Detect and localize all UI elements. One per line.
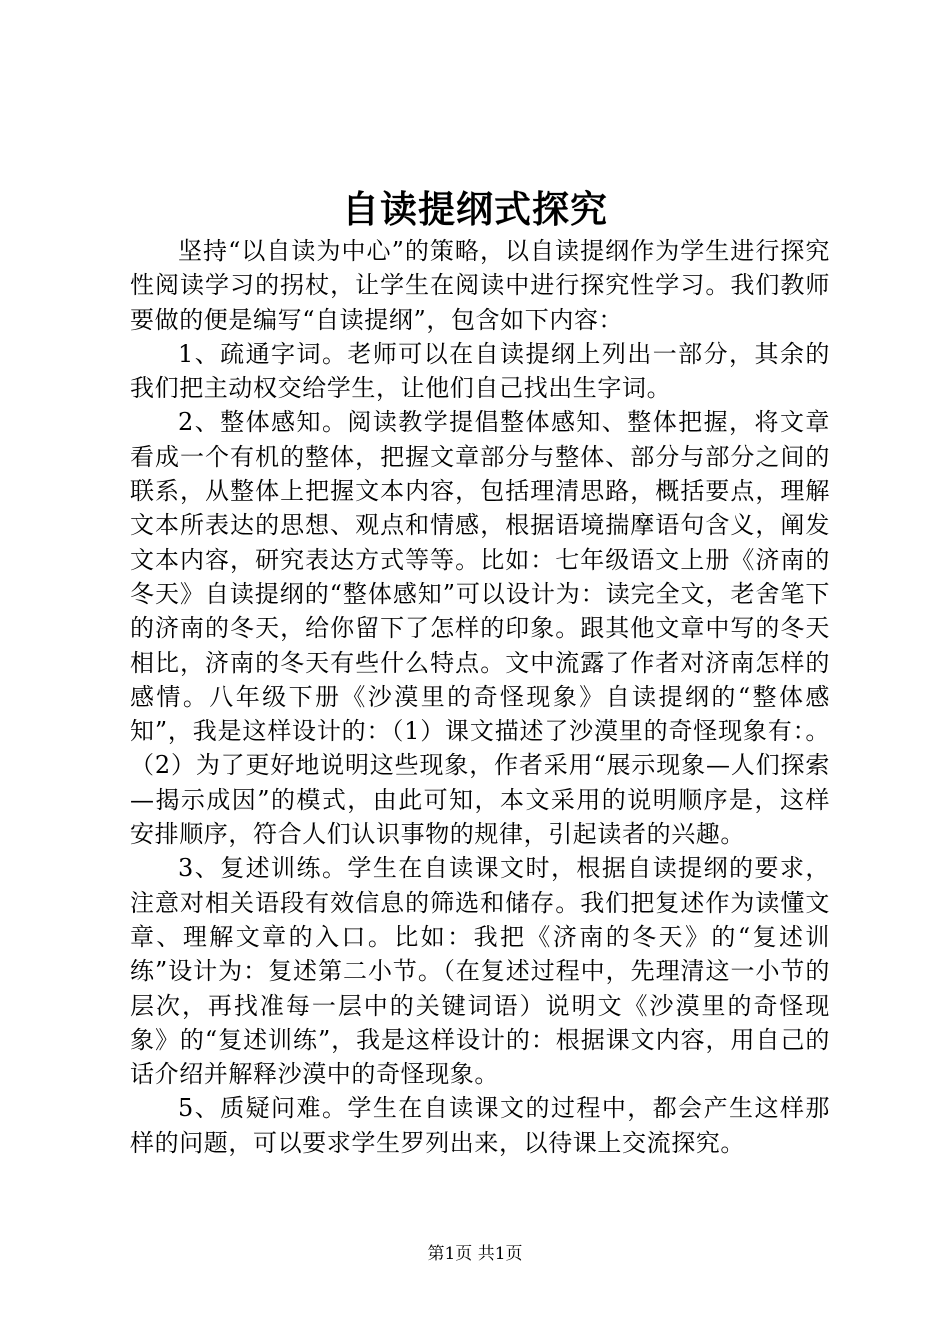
document-body <box>130 234 830 1160</box>
paragraph-item-3: 3、复述训练。学生在自读课文时，根据自读提纲的要求，注意对相关语段有效信息的筛选和储存。我们把复述作为读懂文章、理解文章的入口。比如：我把《济南的冬天》的“复述训练”设计为：复述第二小节。（在复述过程中，先理清这一小节的层次，再找准每一层中的关键词语）说明文《沙漠里的奇怪现象》的“复述训练”，我是这样设计的：根据课文内容，用自己的话介绍并解释沙漠中的奇怪现象。 <box>130 854 830 1089</box>
page-footer: 第1页 共1页 <box>427 1244 523 1264</box>
paragraph-item-1: 1、疏通字词。老师可以在自读提纲上列出一部分，其余的我们把主动权交给学生，让他们自己找出生字词。 <box>130 339 830 403</box>
paragraph-intro: 坚持“以自读为中心”的策略，以自读提纲作为学生进行探究性阅读学习的拐杖，让学生在阅读中进行探究性学习。我们教师要做的便是编写“自读提纲”，包含如下内容： <box>130 237 830 334</box>
paragraph-item-5: 5、质疑问难。学生在自读课文的过程中，都会产生这样那样的问题，可以要求学生罗列出来，以待课上交流探究。 <box>130 1094 830 1157</box>
page-title: 自读提纲式探究 <box>342 187 608 231</box>
paragraph-item-2: 2、整体感知。阅读教学提倡整体感知、整体把握，将文章看成一个有机的整体，把握文章部分与整体、部分与部分之间的联系，从整体上把握文本内容，包括理清思路，概括要点，理解文本所表达的思想、观点和情感，根据语境揣摩语句含义，阐发文本内容，研究表达方式等等。比如：七年级语文上册《济南的冬天》自读提纲的“整体感知”可以设计为：读完全文，老舍笔下的济南的冬天，给你留下了怎样的印象。跟其他文章中写的冬天相比，济南的冬天有些什么特点。文中流露了作者对济南怎样的感情。八年级下册《沙漠里的奇怪现象》自读提纲的“整体感知”，我是这样设计的：（1）课文描述了沙漠里的奇怪现象有：。（2）为了更好地说明这些现象，作者采用“展示现象—人们探索—揭示成因”的模式，由此可知，本文采用的说明顺序是，这样安排顺序，符合人们认识事物的规律，引起读者的兴趣。 <box>130 408 830 849</box>
